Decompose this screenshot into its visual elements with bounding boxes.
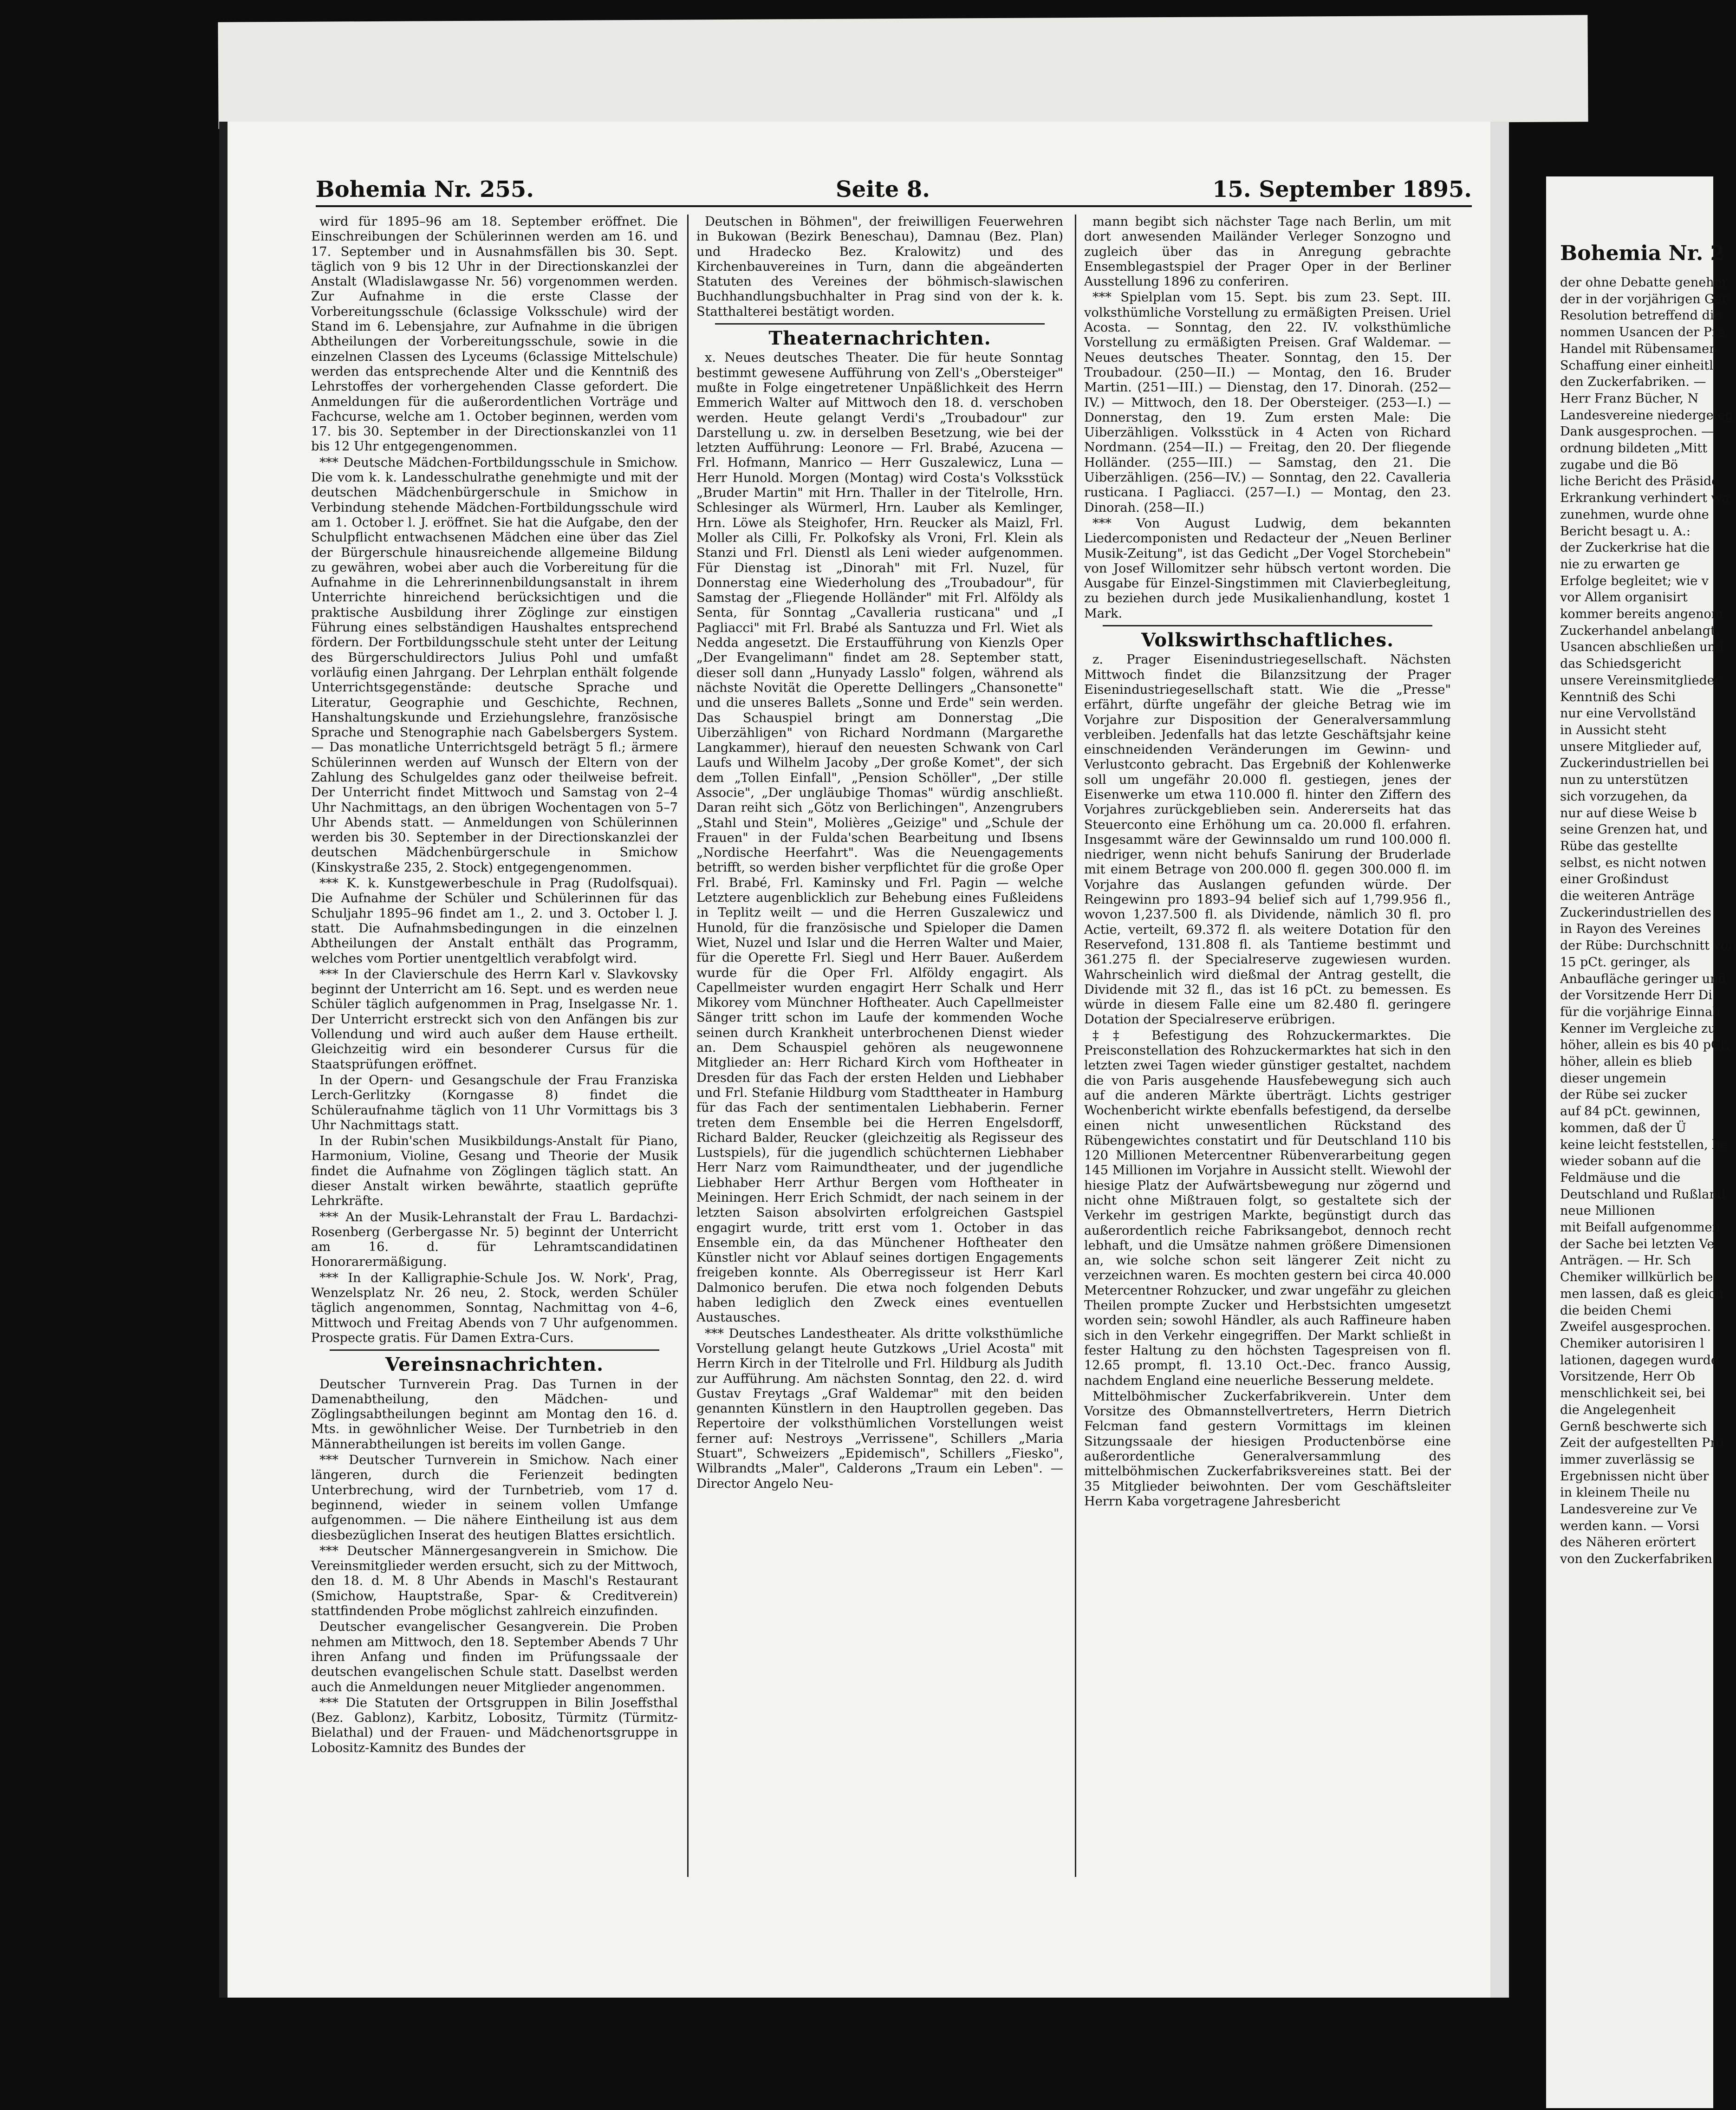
adjacent-page-line: nun zu unterstützen (1560, 773, 1688, 788)
adjacent-page-line: Chemiker autorisiren l (1560, 1336, 1704, 1351)
section-divider (1103, 625, 1432, 626)
adjacent-page-line: unsere Mitglieder auf, (1560, 739, 1702, 754)
header-page-number: Seite 8. (836, 176, 930, 202)
adjacent-page-fragment (1546, 176, 1736, 2108)
adjacent-page-line: unsere Vereinsmitglieder (1560, 673, 1721, 688)
adjacent-page-line: Landesvereine niedergeleg (1560, 408, 1733, 423)
article-paragraph: *** An der Musik-Lehranstalt der Frau L. Bardachzi-Rosenberg (Gerbergasse Nr. 5) beginnt der Unterricht am 16. d. für Lehramtscandidatinen Honorarermäßigung. (311, 1210, 678, 1270)
adjacent-page-line: zunehmen, wurde ohne (1560, 507, 1709, 522)
article-paragraph: *** Deutscher Turnverein in Smichow. Nach einer längeren, durch die Ferienzeit bedingten Unterbrechung, wird der Turnbetrieb, vom 17 d. beginnend, wieder in seinem vollen Umfange aufgenommen. — Die nähere Eintheilung ist aus dem diesbezüglichen Inserat des heutigen Blattes ersichtlich. (311, 1453, 678, 1543)
adjacent-page-line: von den Zuckerfabriken (1560, 1552, 1712, 1567)
adjacent-page-line: seine Grenzen hat, und (1560, 822, 1708, 837)
adjacent-page-line: die Angelegenheit (1560, 1402, 1676, 1417)
adjacent-page-line: kommen, daß der Ü (1560, 1120, 1686, 1135)
article-paragraph: *** Spielplan vom 15. Sept. bis zum 23. Sept. III. volksthümliche Vorstellung zu ermäßigten Preisen. Uriel Acosta. — Sonntag, den 22. IV. volksthümliche Vorstellung zu ermäßigten Preisen. Graf Waldemar. — Neues deutsches Theater. Sonntag, den 15. Der Troubadour. (250—II.) — Montag, den 16. Bruder Martin. (251—III.) — Dienstag, den 17. Dinorah. (252—IV.) — Mittwoch, den 18. Der Obersteiger. (253—I.) — Donnerstag, den 19. Zum ersten Male: Die Uiberzähligen. Volksstück in 4 Acten von Richard Nordmann. (254—II.) — Freitag, den 20. Der fliegende Holländer. (255—III.) — Samstag, den 21. Die Uiberzähligen. (256—IV.) — Sonntag, den 22. Cavalleria rusticana. I Pagliacci. (257—I.) — Montag, den 23. Dinorah. (258—II.) (1084, 290, 1451, 515)
article-paragraph: *** Von August Ludwig, dem bekannten Liedercomponisten und Redacteur der „Neuen Berliner Musik-Zeitung", ist das Gedicht „Der Vogel Storchebein" von Josef Willomitzer sehr hübsch vertont worden. Die Ausgabe für Einzel-Singstimmen mit Clavierbegleitung, zu beziehen durch jede Musikalienhandlung, kostet 1 Mark. (1084, 516, 1451, 621)
adjacent-page-line: neue Millionen (1560, 1204, 1655, 1218)
adjacent-page-line: Anträgen. — Hr. Sch (1560, 1253, 1691, 1268)
adjacent-page-line: der Rübe sei zucker (1560, 1088, 1687, 1102)
adjacent-page-line: werden kann. — Vorsi (1560, 1518, 1699, 1533)
adjacent-page-line: nommen Usancen der Pre (1560, 325, 1725, 340)
adjacent-page-line: einer Großindust (1560, 872, 1669, 887)
article-paragraph: Deutscher evangelischer Gesangverein. Die Proben nehmen am Mittwoch, den 18. September Abends 7 Uhr ihren Anfang und finden im Prüfungssaale der deutschen evangelischen Schule statt. Daselbst werden auch die Anmeldungen neuer Mitglieder angenommen. (311, 1620, 678, 1694)
adjacent-page-line: wieder sobann auf die (1560, 1154, 1701, 1169)
adjacent-page-line: zugabe und die Bö (1560, 457, 1678, 472)
adjacent-page-line: der Rübe: Durchschnitt von (1560, 938, 1736, 953)
adjacent-page-line: Bericht besagt u. A.: (1560, 524, 1690, 539)
article-paragraph: z. Prager Eisenindustriegesellschaft. Nächsten Mittwoch findet die Bilanzsitzung der Prager Eisenindustriegesellschaft statt. Wie die „Presse" erfährt, dürfte ungefähr der gleiche Betrag wie im Vorjahre zur Disposition der Generalversammlung verbleiben. Jedenfalls hat das letzte Geschäftsjahr keine einschneidenden Veränderungen im Gewinn- und Verlustconto gebracht. Das Ergebniß der Kohlenwerke soll um ungefähr 20.000 fl. gestiegen, jenes der Eisenwerke um etwa 110.000 fl. hinter den Ziffern des Vorjahres zurückgeblieben sein. Andererseits hat das Steuerconto eine Erhöhung um ca. 20.000 fl. erfahren. Insgesammt wäre der Gewinnsaldo um rund 100.000 fl. niedriger, wenn nicht behufs Sanirung der Bruderlade mit einem Betrage von 200.000 fl. gegen 300.000 fl. im Vorjahre das Auslangen gefunden würde. Der Reingewinn pro 1893–94 belief sich auf 1,799.956 fl., wovon 1,237.500 fl. als Dividende, nämlich 30 fl. pro Actie, verteilt, 69.372 fl. als weitere Dotation für den Reservefond, 131.808 fl. als Tantieme bestimmt und 361.275 fl. der Specialreserve zugewiesen wurden. Wahrscheinlich wird dießmal der Antrag gestellt, die Dividende mit 32 fl., das ist 16 pCt. zu bemessen. Es würde in diesem Falle eine um 82.480 fl. geringere Dotation der Specialreserve erübrigen. (1084, 652, 1451, 1027)
adjacent-page-line: mit Beifall aufgenommen (1560, 1220, 1721, 1235)
article-paragraph: mann begibt sich nächster Tage nach Berlin, um mit dort anwesenden Mailänder Verleger Sonzogno und zugleich über das in Anregung gebrachte Ensemblegastspiel der Prager Oper in der Berliner Ausstellung 1896 zu conferiren. (1084, 215, 1451, 289)
article-paragraph: wird für 1895–96 am 18. September eröffnet. Die Einschreibungen der Schülerinnen werden am 16. und 17. September und in Ausnahmsfällen bis 30. Sept. täglich von 9 bis 12 Uhr in der Directionskanzlei der Anstalt (Wladislawgasse Nr. 56) vorgenommen werden. Zur Aufnahme in die erste Classe der Vorbereitungsschule (6classige Volksschule) wird der Stand im 6. Lebensjahre, zur Aufnahme in die übrigen Abtheilungen der Vorbereitungsschule, sowie in die einzelnen Classen des Lyceums (6classige Mittelschule) werden das entsprechende Alter und die Kenntniß des Lehrstoffes der vorhergehenden Classe gefordert. Die Anmeldungen für die außerordentlichen Vorträge und Fachcurse, welche am 1. October beginnen, werden vom 17. bis 30. September in der Directionskanzlei von 11 bis 12 Uhr entgegengenommen. (311, 215, 678, 454)
article-paragraph: Deutschen in Böhmen", der freiwilligen Feuerwehren in Bukowan (Bezirk Beneschau), Damnau (Bez. Plan) und Hradecko Bez. Kralowitz) und des Kirchenbauvereines in Turn, dann die abgeänderten Statuten des Vereines der böhmisch-slawischen Buchhandlungsbuchhalter in Prag sind von der k. k. Statthalterei bestätigt worden. (696, 215, 1063, 319)
article-paragraph: ‡‡ Befestigung des Rohzuckermarktes. Die Preisconstellation des Rohzuckermarktes hat sich in den letzten zwei Tagen wieder günstiger gestaltet, nachdem die von Paris ausgehende Hausfebewegung sich auch auf die anderen Märkte überträgt. Lichts gestriger Wochenbericht wirkte ebenfalls befestigend, da derselbe einen nicht unwesentlichen Rückstand des Rübengewichtes constatirt und für Deutschland 110 bis 120 Millionen Metercentner Rübenverarbeitung gegen 145 Millionen im Vorjahre in Aussicht stellt. Wiewohl der hiesige Platz der Aufwärtsbewegung nur zögernd und nicht ohne Mißtrauen folgt, so gestaltete sich der Verkehr im gestrigen Markte, begünstigt durch das außerordentlich reiche Fabriksangebot, dennoch recht lebhaft, und die Umsätze nahmen größere Dimensionen an, wie solche schon seit längerer Zeit nicht zu verzeichnen waren. Es mochten gestern bei circa 40.000 Metercentner Rohzucker, und zwar ungefähr zu gleichen Theilen prompte Zucker und Herbstsichten umgesetzt worden sein; sowohl Händler, als auch Raffineure haben sich in den Verkehr eingegriffen. Der Markt schließt in fester Haltung zu den höchsten Tagespreisen von fl. 12.65 prompt, fl. 13.10 Oct.-Dec. franco Aussig, nachdem England eine neuerliche Besserung meldete. (1084, 1028, 1451, 1388)
header-date: 15. September 1895. (1212, 176, 1472, 202)
adjacent-page-text (1546, 274, 1736, 1568)
adjacent-page-line: der Sache bei letzten Ve (1560, 1237, 1715, 1251)
column-1 (311, 215, 678, 1886)
adjacent-page-line: Ergebnissen nicht über (1560, 1469, 1709, 1484)
adjacent-page-line: men lassen, daß es gleich (1560, 1286, 1723, 1301)
page-edge (1490, 122, 1509, 1998)
column-rule (1075, 215, 1076, 1877)
adjacent-page-line: der in der vorjährigen Ger (1560, 292, 1728, 306)
adjacent-page-line: Zuckerindustriellen bei (1560, 756, 1709, 771)
adjacent-page-line: in kleinem Theile nu (1560, 1485, 1690, 1500)
adjacent-page-line: Herr Franz Bücher, N (1560, 391, 1699, 406)
adjacent-page-line: nie zu erwarten ge (1560, 557, 1680, 572)
adjacent-page-line: Resolution betreffend die (1560, 308, 1722, 323)
section-heading: Theaternachrichten. (768, 327, 991, 350)
adjacent-page-line: in Rayon des Vereines (1560, 922, 1701, 937)
article-paragraph: Mittelböhmischer Zuckerfabrikverein. Unter dem Vorsitze des Obmannstellvertreters, Herrn Dietrich Felcman fand gestern Vormittags im kleinen Sitzungssaale der hiesigen Productenbörse eine außerordentliche Generalversammlung des mittelböhmischen Zuckerfabriksvereines statt. Bei der 35 Mitglieder beiwohnten. Der vom Geschäftsleiter Herrn Kaba vorgetragene Jahresbericht (1084, 1389, 1451, 1509)
adjacent-page-line: die weiteren Anträge (1560, 889, 1695, 904)
adjacent-page-line: des Näheren erörtert (1560, 1535, 1696, 1550)
article-paragraph: *** K. k. Kunstgewerbeschule in Prag (Rudolfsquai). Die Aufnahme der Schüler und Schülerinnen für das Schuljahr 1895–96 findet am 1., 2. und 3. October l. J. statt. Die Aufnahmsbedingungen in die einzelnen Abtheilungen der Anstalt enthält das Programm, welches vom Portier unentgeltlich verabfolgt wird. (311, 876, 678, 966)
adjacent-page-line: der Zuckerkrise hat die (1560, 541, 1710, 555)
adjacent-page-line: Feldmäuse und die (1560, 1170, 1681, 1185)
article-paragraph: *** In der Kalligraphie-Schule Jos. W. Nork', Prag, Wenzelsplatz Nr. 26 neu, 2. Stock, werden Schüler täglich angenommen, Sonntag, Nachmittag von 4–6, Mittwoch und Freitag Abends von 7 Uhr aufgenommen. Prospecte gratis. Für Damen Extra-Curs. (311, 1270, 678, 1345)
adjacent-page-line: immer zuverlässig se (1560, 1452, 1695, 1467)
article-paragraph: *** Die Statuten der Ortsgruppen in Bilin Joseffsthal (Bez. Gablonz), Karbitz, Lobositz, Türmitz (Türmitz-Bielathal) und der Frauen- und Mädchenortsgruppe in Lobositz-Kamnitz des Bundes der (311, 1695, 678, 1755)
adjacent-page-line: nur auf diese Weise b (1560, 806, 1697, 821)
adjacent-page-line: Zuckerhandel anbelangt, (1560, 623, 1720, 638)
section-heading: Vereinsnachrichten. (385, 1354, 604, 1376)
article-paragraph: *** Deutsches Landestheater. Als dritte volksthümliche Vorstellung gelangt heute Gutzkows „Uriel Acosta" mit Herrn Kirch in der Titelrolle und Frl. Hildburg als Judith zur Aufführung. Am nächsten Sonntag, den 22. d. wird Gustav Freytags „Graf Waldemar" mit den beiden genannten Künstlern in den Hauptrollen gegeben. Das Repertoire der volksthümlichen Vorstellungen weist ferner auf: Nestroys „Verrissene", Schillers „Maria Stuart", Schweizers „Epidemisch", Schillers „Fiesko", Wilbrandts „Maler", Calderons „Traum ein Leben". — Director Angelo Neu- (696, 1326, 1063, 1491)
header-issue: Bohemia Nr. 255. (316, 176, 534, 202)
adjacent-page-line: sich vorzugehen, da (1560, 789, 1688, 804)
adjacent-page-line: der Vorsitzende Herr Di (1560, 988, 1712, 1003)
adjacent-page-line: Vorsitzende, Herr Ob (1560, 1369, 1695, 1384)
adjacent-page-line: Deutschland und Rußland (1560, 1187, 1726, 1202)
adjacent-page-line: kommer bereits angenom (1560, 607, 1723, 622)
column-rule (687, 215, 689, 1877)
column-2 (696, 215, 1063, 1886)
adjacent-page-line: menschlichkeit sei, bei (1560, 1386, 1706, 1401)
adjacent-page-line: Handel mit Rübensamen (1560, 341, 1717, 356)
adjacent-page-line: auf 84 pCt. gewinnen, (1560, 1104, 1701, 1119)
section-divider (715, 323, 1045, 325)
adjacent-page-line: Gernß beschwerte sich (1560, 1419, 1707, 1434)
newspaper-page (228, 122, 1490, 1998)
article-paragraph: In der Opern- und Gesangschule der Frau Franziska Lerch-Gerlitzky (Korngasse 8) findet die Schüleraufnahme täglich von 11 Uhr Vormittags bis 3 Uhr Nachmittags statt. (311, 1073, 678, 1133)
adjacent-page-line: Dank ausgesprochen. — (1560, 424, 1714, 439)
adjacent-page-line: keine leicht feststellen, be (1560, 1137, 1728, 1152)
adjacent-page-line: höher, allein es bis 40 pCt. (1560, 1038, 1730, 1053)
adjacent-page-line: Erkrankung verhindert wa (1560, 491, 1729, 506)
adjacent-page-line: Kenntniß des Schi (1560, 690, 1676, 704)
adjacent-page-line: Usancen abschließen und (1560, 640, 1724, 655)
adjacent-page-line: Kenner im Vergleiche zu (1560, 1021, 1716, 1036)
adjacent-page-line: Zuckerindustriellen des (1560, 905, 1711, 920)
adjacent-page-header: Bohemia Nr. 2 (1560, 241, 1725, 265)
article-paragraph: *** In der Clavierschule des Herrn Karl v. Slavkovsky beginnt der Unterricht am 16. Sept. und es werden neue Schüler täglich aufgenommen in Prag, Inselgasse Nr. 1. Der Unterricht erstreckt sich von den Anfängen bis zur Vollendung und wird auch außer dem Hause ertheilt. Gleichzeitig wird ein besonderer Cursus für die Staatsprüfungen eröffnet. (311, 967, 678, 1072)
adjacent-page-line: für die vorjährige Einnah (1560, 1004, 1721, 1019)
adjacent-page-line: das Schiedsgericht (1560, 657, 1681, 671)
article-paragraph: Deutscher Turnverein Prag. Das Turnen in der Damenabtheilung, den Mädchen- und Zöglingsabtheilungen beginnt am Montag den 16. d. Mts. in gewöhnlicher Weise. Der Turnbetrieb in den Männerabtheilungen ist bereits im vollen Gange. (311, 1377, 678, 1452)
adjacent-page-line: Zeit der aufgestellten Pro (1560, 1436, 1724, 1451)
article-paragraph: *** Deutsche Mädchen-Fortbildungsschule in Smichow. Die vom k. k. Landesschulrathe genehmigte und mit der deutschen Mädchenbürgerschule in Smichow in Verbindung stehende Mädchen-Fortbildungsschule wird am 1. October l. J. eröffnet. Sie hat die Aufgabe, den der Schulpflicht entwachsenen Mädchen eine über das Ziel der Bürgerschule hinausreichende allgemeine Bildung zu gewähren, wobei aber auch die Vorbereitung für die Aufnahme in die Lehrerinnenbildungsanstalt in ihrem Unterrichte hinreichend berücksichtigen und die praktische Ausbildung ihrer Zöglinge zur einstigen Führung eines selbständigen Haushaltes entsprechend fördern. Der Fortbildungsschule steht unter der Leitung des Bürgerschuldirectors Julius Pohl und umfaßt vorläufig einen Jahrgang. Der Lehrplan enthält folgende Unterrichtsgegenstände: deutsche Sprache und Literatur, Geographie und Geschichte, Rechnen, Hanshaltungskunde und Erziehungslehre, französische Sprache und Stenographie nach Gabelsbergers System. — Das monatliche Unterrichtsgeld beträgt 5 fl.; ärmere Schülerinnen werden auf Wunsch der Eltern von der Zahlung des Schulgeldes ganz oder theilweise befreit. Der Unterricht findet Mittwoch und Samstag von 2–4 Uhr Nachmittags, an den übrigen Wochentagen von 5–7 Uhr Abends statt. — Anmeldungen von Schülerinnen werden bis 30. September in der Directionskanzlei der deutschen Mädchenbürgerschule in Smichow (Kinskystraße 235, 2. Stock) entgegengenommen. (311, 455, 678, 875)
adjacent-page-line: Erfolge begleitet; wie v (1560, 573, 1709, 588)
article-paragraph: In der Rubin'schen Musikbildungs-Anstalt für Piano, Harmonium, Violine, Gesang und Theorie der Musik findet die Aufnahme von Zöglingen täglich statt. An dieser Anstalt wirken bewährte, staatlich geprüfte Lehrkräfte. (311, 1134, 678, 1209)
adjacent-page-line: den Zuckerfabriken. — (1560, 375, 1706, 390)
adjacent-page-line: Landesvereine zur Ve (1560, 1502, 1697, 1517)
adjacent-page-line: 15 pCt. geringer, als (1560, 955, 1690, 970)
adjacent-page-line: lationen, dagegen wurde (1560, 1353, 1718, 1368)
adjacent-page-line: Zweifel ausgesprochen. (1560, 1320, 1711, 1335)
adjacent-page-line: ordnung bildeten „Mitt (1560, 441, 1708, 456)
column-3 (1084, 215, 1451, 1886)
adjacent-page-line: Chemiker willkürlich be (1560, 1270, 1713, 1285)
adjacent-page-line: nur eine Vervollständ (1560, 706, 1696, 721)
adjacent-page-line: selbst, es nicht notwen (1560, 855, 1706, 870)
article-paragraph: *** Deutscher Männergesangverein in Smichow. Die Vereinsmitglieder werden ersucht, sich zu der Mittwoch, den 18. d. M. 8 Uhr Abends in Maschl's Restaurant (Smichow, Hauptstraße, Spar- & Creditverein) stattfindenden Probe möglichst zahlreich einzufinden. (311, 1543, 678, 1619)
adjacent-page-line: dieser ungemein (1560, 1071, 1666, 1086)
adjacent-page-line: in Aussicht steht (1560, 723, 1666, 737)
adjacent-page-line: vor Allem organisirt (1560, 590, 1688, 605)
adjacent-page-line: Rübe das gestellte (1560, 839, 1678, 853)
section-heading: Volkswirthschaftliches. (1141, 629, 1394, 651)
adjacent-page-line: Schaffung einer einheitl (1560, 358, 1713, 373)
back-sheet (218, 15, 1588, 129)
section-divider (330, 1349, 659, 1351)
page-header (316, 173, 1472, 207)
article-paragraph: x. Neues deutsches Theater. Die für heute Sonntag bestimmt gewesene Aufführung von Zell's „Obersteiger" mußte in Folge eingetretener Unpäßlichkeit des Herrn Emmerich Walter auf Mittwoch den 18. d. verschoben werden. Heute gelangt Verdi's „Troubadour" zur Darstellung u. zw. in derselben Besetzung, wie bei der letzten Aufführung: Leonore — Frl. Brabé, Azucena — Frl. Hofmann, Manrico — Herr Guszalewicz, Luna — Herr Hunold. Morgen (Montag) wird Costa's Volksstück „Bruder Martin" mit Hrn. Thaller in der Titelrolle, Hrn. Schlesinger als Würmerl, Hrn. Lauber als Kemlinger, Hrn. Löwe als Steighofer, Hrn. Reucker als Maizl, Frl. Moller als Cilli, Fr. Polkofsky als Vroni, Frl. Klein als Stanzi und Frl. Dienstl als Leni wieder aufgenommen. Für Dienstag ist „Dinorah" mit Frl. Nuzel, für Donnerstag eine Wiederholung des „Troubadour", für Samstag der „Fliegende Holländer" mit Frl. Alföldy als Senta, für Sonntag „Cavalleria rusticana" und „I Pagliacci" mit Frl. Brabé als Santuzza und Frl. Wiet als Nedda angesetzt. Die Erstaufführung von Kienzls Oper „Der Evangelimann" findet am 28. September statt, dieser soll dann „Hunyady Lasslo" folgen, während als nächste Novität die Operette Dellingers „Chansonette" und die unseres Ballets „Sonne und Erde" sein werden. Das Schauspiel bringt am Donnerstag „Die Uiberzähligen" von Richard Nordmann (Margarethe Langkammer), hierauf den neuesten Schwank von Carl Laufs und Wilhelm Jacoby „Der große Komet", der sich dem „Tollen Einfall", „Pension Schöller", „Der stille Associe", „Der ungläubige Thomas" würdig anschließt. Daran reiht sich „Götz von Berlichingen", Anzengrubers „Stahl und Stein", Molières „Geizige" und „Schule der Frauen" in der Fulda'schen Bearbeitung und Ibsens „Nordische Heerfahrt". Was die Neuengagements betrifft, so werden bisher verpflichtet für die große Oper Frl. Brabé, Frl. Kaminsky und Frl. Pagin — welche Letztere augenblicklich zur Behebung eines Fußleidens in Teplitz weilt — und die Herren Guszalewicz und Hunold, für die französische und Spieloper die Damen Wiet, Nuzel und Islar und die Herren Walter und Maier, für die Operette Frl. Siegl und Herr Bauer. Außerdem wurde für die Oper Frl. Alföldy engagirt. Als Capellmeister wurden engagirt Herr Schalk und Herr Mikorey vom Münchner Hoftheater. Auch Capellmeister Sänger tritt schon im Laufe der kommenden Woche seinen durch Krankheit unterbrochenen Dienst wieder an. Dem Schauspiel gehören als neugewonnene Mitglieder an: Herr Richard Kirch vom Hoftheater in Dresden für das Fach der ersten Helden und Liebhaber und Frl. Stefanie Hildburg vom Stadttheater in Hamburg für das Fach der sentimentalen Liebhaberin. Ferner treten dem Ensemble bei die Herren Engelsdorff, Richard Balder, Reucker (gleichzeitig als Regisseur des Lustspiels), für die jugendlich schüchternen Liebhaber Herr Narz vom Raimundtheater, und der jugendliche Liebhaber Herr Arthur Bergen vom Hoftheater in Meiningen. Herr Erich Schmidt, der nach seinem in der letzten Saison absolvirten erfolgreichen Gastspiel engagirt wurde, tritt erst vom 1. October in das Ensemble ein, da das Münchener Hoftheater den Künstler nicht vor Ablauf seines dortigen Engagements freigeben konnte. Als Oberregisseur ist Herr Karl Dalmonico berufen. Die etwa noch folgenden Debuts haben lediglich den Zweck eines eventuellen Austausches. (696, 351, 1063, 1325)
adjacent-page-line: höher, allein es blieb (1560, 1055, 1692, 1069)
adjacent-page-line: der ohne Debatte genehm (1560, 275, 1726, 290)
adjacent-page-line: Anbaufläche geringer und (1560, 971, 1726, 986)
adjacent-page-line: liche Bericht des Präside (1560, 474, 1719, 489)
adjacent-page-line: die beiden Chemi (1560, 1303, 1671, 1318)
